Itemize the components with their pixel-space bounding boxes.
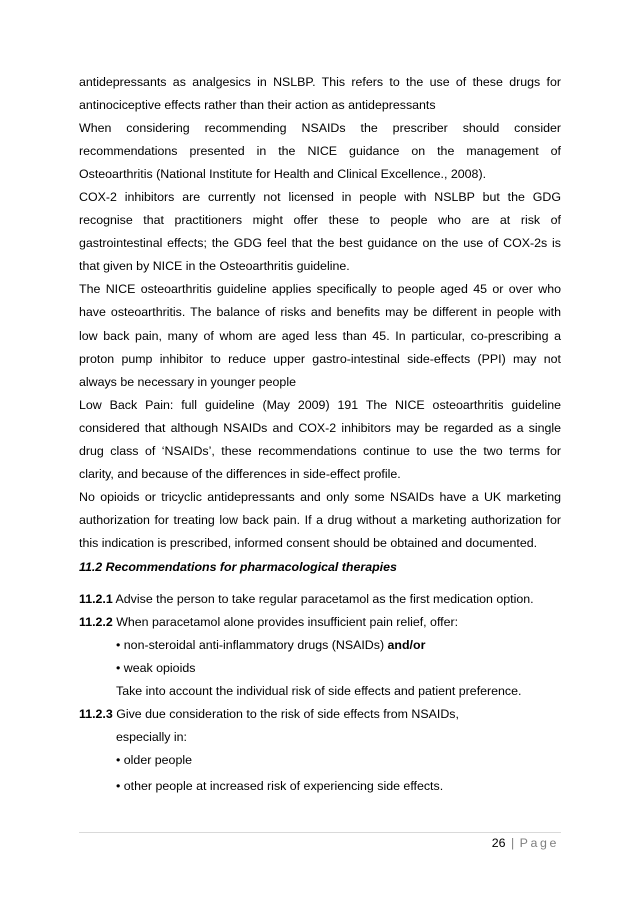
bullet-older-people: • older people xyxy=(116,752,192,767)
paragraph-osteoarthritis-guideline: The NICE osteoarthritis guideline applies specifically to people aged 45 or over who have osteoarthritis. The balance of risks and benefits may be different in people with low back pain, many of whom are aged less than 45. In particular, co-prescribing a proton pump inhibitor to reduce upper gastro-intestinal side-effects (PPI) may not always be necessary in younger people xyxy=(79,282,561,389)
recommendation-11-2-1 xyxy=(79,588,561,611)
recommendation-11-2-3 xyxy=(79,703,561,726)
recommendation-text: When paracetamol alone provides insufficient pain relief, offer: xyxy=(112,614,459,629)
section-heading: 11.2 Recommendations for pharmacological therapies xyxy=(79,559,397,574)
paragraph-low-back-pain-guideline: Low Back Pain: full guideline (May 2009) 191 The NICE osteoarthritis guideline considered that although NSAIDs and COX-2 inhibitors may be regarded as a single drug class of ‘NSAIDs’, these recommendations continue to use the two terms for clarity, and because of the differences in side-effect profile. xyxy=(79,397,561,481)
recommendation-text: Advise the person to take regular paracetamol as the first medication option. xyxy=(112,591,534,606)
recommendation-11-2-2 xyxy=(79,611,561,634)
page-number: 26 xyxy=(491,836,506,850)
page-label: Page xyxy=(519,836,559,850)
bullet-bold-text: and/or xyxy=(387,637,426,652)
bullet-weak-opioids: • weak opioids xyxy=(116,660,196,675)
footer-separator: | xyxy=(510,836,515,850)
paragraph-marketing-authorization: No opioids or tricyclic antidepressants and only some NSAIDs have a UK marketing authorization for treating low back pain. If a drug without a marketing authorization for this indication is prescribed, informed consent should be obtained and documented. xyxy=(79,489,561,550)
document-page xyxy=(79,71,561,798)
paragraph-cox2-inhibitors: COX-2 inhibitors are currently not licensed in people with NSLBP but the GDG recognise that practitioners might offer these to people who are at risk of gastrointestinal effects; the GDG feel that the best guidance on the use of COX-2s is that given by NICE in the Osteoarthritis guideline. xyxy=(79,190,561,274)
bullet-text: • non-steroidal anti-inflammatory drugs (NSAIDs) xyxy=(116,637,388,652)
paragraph-nsaid-prescriber: When considering recommending NSAIDs the prescriber should consider recommendations presented in the NICE guidance on the management of Osteoarthritis (National Institute for Health and Clinical Excellence., 2008). xyxy=(79,121,561,182)
recommendation-number: 11.2.3 xyxy=(79,706,113,721)
recommendation-number: 11.2.1 xyxy=(79,591,113,606)
paragraph-antidepressants: antidepressants as analgesics in NSLBP. This refers to the use of these drugs for antinociceptive effects rather than their action as antidepressants xyxy=(79,75,561,113)
recommendation-note: Take into account the individual risk of side effects and patient preference. xyxy=(116,683,522,698)
footer-divider xyxy=(79,832,561,833)
bullet-nsaids xyxy=(79,634,561,657)
page-footer xyxy=(492,835,559,851)
recommendation-continuation: especially in: xyxy=(116,729,187,744)
bullet-other-people: • other people at increased risk of experiencing side effects. xyxy=(116,778,444,793)
recommendation-text: Give due consideration to the risk of side effects from NSAIDs, xyxy=(112,706,459,721)
recommendation-number: 11.2.2 xyxy=(79,614,113,629)
